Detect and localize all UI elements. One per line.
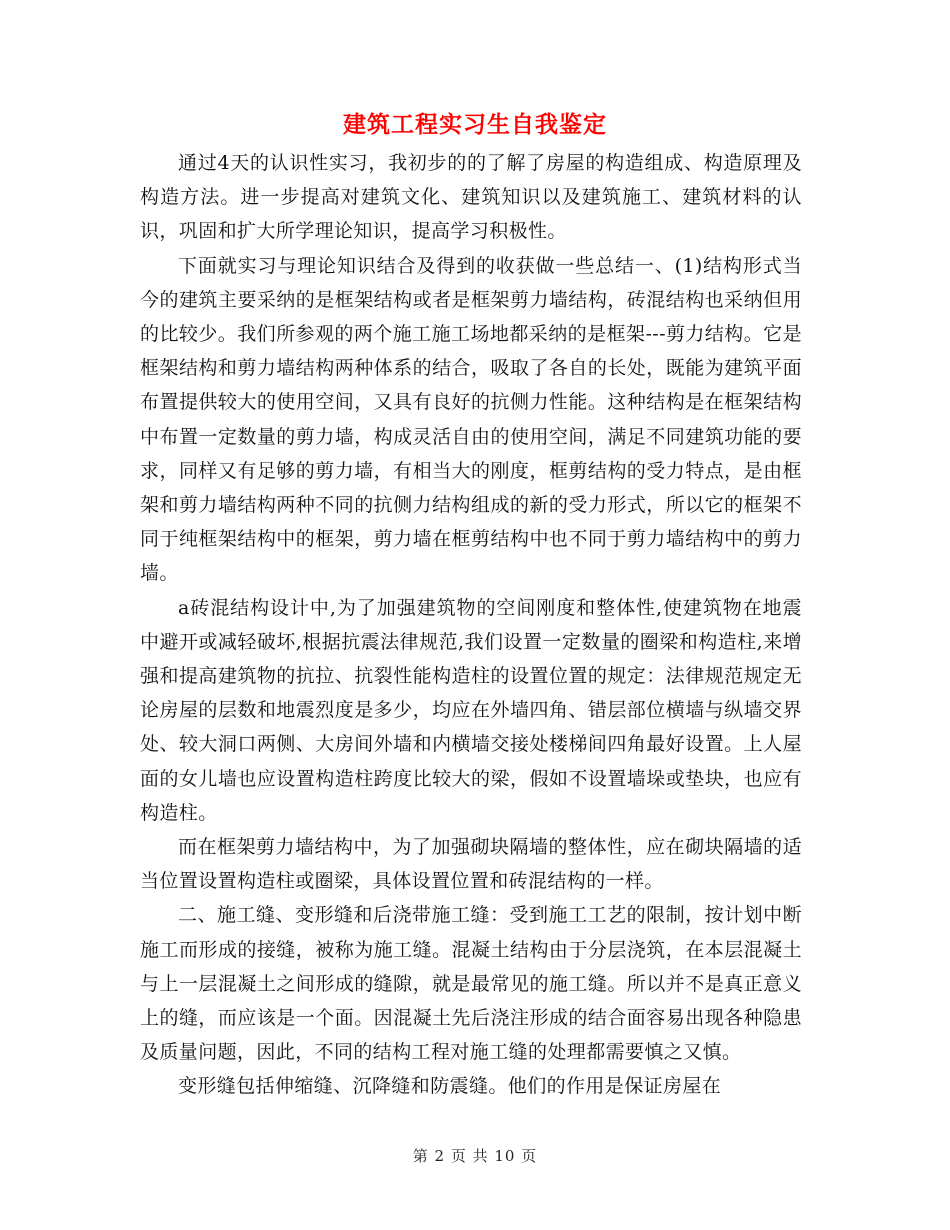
document-title: 建筑工程实习生自我鉴定 <box>343 112 607 138</box>
paragraph: 变形缝包括伸缩缝、沉降缝和防震缝。他们的作用是保证房屋在 <box>178 1075 722 1098</box>
paragraph: 下面就实习与理论知识结合及得到的收获做一些总结一、(1)结构形式当今的建筑主要采纳的是框架结构或者是框架剪力墙结构，砖混结构也采纳但用的比较少。我们所参观的两个施工施工场地都采纳的是框架---剪力结构。它是框架结构和剪力墙结构两种体系的结合，吸取了各自的长处，既能为建筑平面布置提供较大的使用空间，又具有良好的抗侧力性能。这种结构是在框架结构中布置一定数量的剪力墙，构成灵活自由的使用空间，满足不同建筑功能的要求，同样又有足够的剪力墙，有相当大的刚度，框剪结构的受力特点，是由框架和剪力墙结构两种不同的抗侧力结构组成的新的受力形式，所以它的框架不同于纯框架结构中的框架，剪力墙在框剪结构中也不同于剪力墙结构中的剪力墙。 <box>140 254 802 585</box>
paragraph: 二、施工缝、变形缝和后浇带施工缝：受到施工工艺的限制，按计划中断施工而形成的接缝，被称为施工缝。混凝土结构由于分层浇筑，在本层混凝土与上一层混凝土之间形成的缝隙，就是最常见的施工缝。所以并不是真正意义上的缝，而应该是一个面。因混凝土先后浇注形成的结合面容易出现各种隐患及质量问题，因此，不同的结构工程对施工缝的处理都需要慎之又慎。 <box>140 904 802 1064</box>
page-number-footer: 第 2 页 共 10 页 <box>412 1147 538 1165</box>
paragraph: 通过4天的认识性实习，我初步的的了解了房屋的构造组成、构造原理及构造方法。进一步提高对建筑文化、建筑知识以及建筑施工、建筑材料的认识，巩固和扩大所学理论知识，提高学习积极性。 <box>140 152 802 243</box>
paragraph: 而在框架剪力墙结构中，为了加强砌块隔墙的整体性，应在砌块隔墙的适当位置设置构造柱或圈梁，具体设置位置和砖混结构的一样。 <box>140 836 802 893</box>
paragraph: a砖混结构设计中,为了加强建筑物的空间刚度和整体性,使建筑物在地震中避开或减轻破坏,根据抗震法律规范,我们设置一定数量的圈梁和构造柱,来增强和提高建筑物的抗拉、抗裂性能构造柱的设置位置的规定：法律规范规定无论房屋的层数和地震烈度是多少，均应在外墙四角、错层部位横墙与纵墙交界处、较大洞口两侧、大房间外墙和内横墙交接处楼梯间四角最好设置。上人屋面的女儿墙也应设置构造柱跨度比较大的梁，假如不设置墙垛或垫块，也应有构造柱。 <box>140 596 802 824</box>
document-body <box>140 146 802 1104</box>
